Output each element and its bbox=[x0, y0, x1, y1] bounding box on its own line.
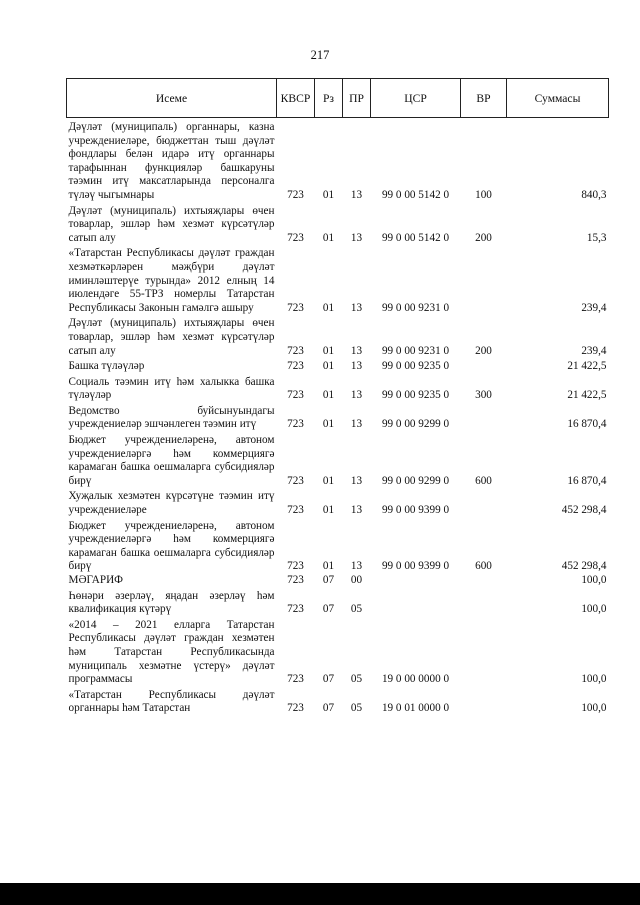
row-sum: 239,4 bbox=[581, 344, 607, 357]
table-row bbox=[67, 203, 609, 246]
row-kvsr: 723 bbox=[287, 504, 304, 517]
header-rz: Рз bbox=[315, 79, 343, 118]
row-sum: 21 422,5 bbox=[567, 360, 607, 373]
row-sum: 452 298,4 bbox=[561, 560, 607, 573]
row-name: «Татарстан Республикасы дәүләт органнары һәм Татарстан bbox=[68, 688, 275, 715]
row-rz: 07 bbox=[322, 603, 335, 616]
row-name: Хуҗалык хезмәтен күрсәтүне тәэмин итү учреждениеләре bbox=[68, 490, 275, 517]
row-kvsr: 723 bbox=[287, 360, 304, 373]
row-rz: 07 bbox=[322, 673, 335, 686]
table-row bbox=[67, 315, 609, 358]
row-name: Бюджет учреждениеләренә, автоном учреждениеләргә һәм коммерциягә карамаган башка оешмаларга субсидияләр бирү bbox=[68, 434, 275, 487]
row-vr: 200 bbox=[475, 344, 492, 357]
row-sum: 21 422,5 bbox=[567, 389, 607, 402]
row-vr: 200 bbox=[475, 231, 492, 244]
row-pr: 13 bbox=[350, 560, 363, 573]
table-row bbox=[67, 518, 609, 574]
header-sum: Суммасы bbox=[507, 79, 609, 118]
row-csr: 99 0 00 9231 0 bbox=[381, 301, 450, 314]
row-pr: 05 bbox=[350, 603, 363, 616]
table-row bbox=[67, 118, 609, 203]
row-csr: 99 0 00 9299 0 bbox=[381, 418, 450, 431]
row-sum: 15,3 bbox=[586, 231, 607, 244]
header-csr: ЦСР bbox=[371, 79, 461, 118]
row-name: Социаль тәэмин итү һәм халыкка башка түләүләр bbox=[68, 375, 275, 402]
row-rz: 01 bbox=[322, 344, 335, 357]
row-name: МӘГАРИФ bbox=[68, 574, 123, 586]
row-rz: 01 bbox=[322, 188, 335, 201]
row-kvsr: 723 bbox=[287, 389, 304, 402]
row-name: Башка түләүләр bbox=[68, 360, 145, 373]
row-pr: 13 bbox=[350, 418, 363, 431]
row-pr: 13 bbox=[350, 188, 363, 201]
table-row bbox=[67, 588, 609, 617]
row-kvsr: 723 bbox=[287, 418, 304, 431]
row-name: «Татарстан Республикасы дәүләт граждан хезмәткәрләрен мәҗбүри дәүләт иминләштерүе турында» 2012 елның 14 июлендәге 55-ТРЗ номерлы Татарстан Республикасы Законын гамәлгә ашыру bbox=[68, 247, 275, 314]
row-rz: 01 bbox=[322, 301, 335, 314]
table-header-row bbox=[67, 79, 609, 118]
row-pr: 13 bbox=[350, 360, 363, 373]
row-pr: 05 bbox=[350, 673, 363, 686]
table-row bbox=[67, 574, 609, 588]
row-csr bbox=[371, 574, 461, 588]
row-sum: 100,0 bbox=[581, 702, 607, 715]
row-pr: 13 bbox=[350, 389, 363, 402]
row-sum: 100,0 bbox=[581, 574, 607, 586]
row-vr bbox=[461, 574, 507, 588]
row-pr: 13 bbox=[350, 301, 363, 314]
row-vr bbox=[461, 245, 507, 315]
row-csr: 99 0 00 9299 0 bbox=[381, 474, 450, 487]
row-name: Һөнәри әзерләү, яңадан әзерләү һәм квалификация күтәрү bbox=[68, 589, 275, 616]
row-name: Дәүләт (муниципаль) ихтыяҗлары өчен товарлар, эшләр һәм хезмәт күрсәтүләр сатып алу bbox=[68, 204, 275, 244]
row-kvsr: 723 bbox=[287, 344, 304, 357]
row-sum: 100,0 bbox=[581, 603, 607, 616]
row-name: Дәүләт (муниципаль) органнары, казна учреждениеләре, бюджеттан тыш дәүләт фондлары белән идарә итү органнары тарафыннан функцияләр башкаруны тәэмин итү максатларында персоналга түләү чыгымнары bbox=[68, 121, 275, 201]
row-sum: 452 298,4 bbox=[561, 504, 607, 517]
row-kvsr: 723 bbox=[287, 474, 304, 487]
row-pr: 13 bbox=[350, 504, 363, 517]
budget-table bbox=[66, 78, 609, 716]
row-rz: 07 bbox=[322, 574, 335, 586]
row-vr: 600 bbox=[475, 560, 492, 573]
row-vr bbox=[461, 358, 507, 374]
row-kvsr: 723 bbox=[287, 702, 304, 715]
row-pr: 00 bbox=[350, 574, 363, 586]
header-name: Исеме bbox=[67, 79, 277, 118]
table-row bbox=[67, 358, 609, 374]
row-sum: 239,4 bbox=[581, 301, 607, 314]
row-csr: 19 0 01 0000 0 bbox=[381, 702, 450, 715]
table-row bbox=[67, 245, 609, 315]
row-vr: 100 bbox=[475, 188, 492, 201]
row-pr: 13 bbox=[350, 474, 363, 487]
row-sum: 16 870,4 bbox=[567, 474, 607, 487]
row-pr: 13 bbox=[350, 231, 363, 244]
table-row bbox=[67, 687, 609, 716]
row-name: Ведомство буйсынуындагы учреждениеләр эшчәнлеген тәэмин итү bbox=[68, 404, 275, 431]
row-name: Дәүләт (муниципаль) ихтыяҗлары өчен товарлар, эшләр һәм хезмәт күрсәтүләр сатып алу bbox=[68, 317, 275, 357]
table-row bbox=[67, 617, 609, 687]
row-vr bbox=[461, 403, 507, 432]
row-rz: 01 bbox=[322, 389, 335, 402]
row-csr: 99 0 00 9235 0 bbox=[381, 360, 450, 373]
row-csr: 19 0 00 0000 0 bbox=[381, 673, 450, 686]
scan-bottom-edge bbox=[0, 883, 640, 905]
header-vr: ВР bbox=[461, 79, 507, 118]
row-kvsr: 723 bbox=[287, 603, 304, 616]
row-kvsr: 723 bbox=[287, 560, 304, 573]
row-csr: 99 0 00 5142 0 bbox=[381, 188, 450, 201]
header-pr: ПР bbox=[343, 79, 371, 118]
row-sum: 840,3 bbox=[581, 188, 607, 201]
row-pr: 13 bbox=[350, 344, 363, 357]
row-sum: 100,0 bbox=[581, 673, 607, 686]
row-vr bbox=[461, 617, 507, 687]
row-vr bbox=[461, 488, 507, 517]
row-csr: 99 0 00 5142 0 bbox=[381, 231, 450, 244]
row-rz: 07 bbox=[322, 702, 335, 715]
row-kvsr: 723 bbox=[287, 673, 304, 686]
row-rz: 01 bbox=[322, 360, 335, 373]
header-kvsr: КВСР bbox=[277, 79, 315, 118]
table-row bbox=[67, 374, 609, 403]
row-rz: 01 bbox=[322, 418, 335, 431]
row-rz: 01 bbox=[322, 504, 335, 517]
row-rz: 01 bbox=[322, 231, 335, 244]
row-pr: 05 bbox=[350, 702, 363, 715]
table-row bbox=[67, 488, 609, 517]
row-csr: 99 0 00 9399 0 bbox=[381, 560, 450, 573]
table-row bbox=[67, 403, 609, 432]
row-name: «2014 – 2021 елларга Татарстан Республикасы дәүләт граждан хезмәтен һәм Татарстан Республикасында муниципаль хезмәтне үстерү» дәүләт программасы bbox=[68, 618, 275, 686]
row-csr: 99 0 00 9235 0 bbox=[381, 389, 450, 402]
row-csr bbox=[371, 588, 461, 617]
row-vr: 300 bbox=[475, 389, 492, 402]
row-vr bbox=[461, 588, 507, 617]
row-vr bbox=[461, 687, 507, 716]
row-csr: 99 0 00 9399 0 bbox=[381, 504, 450, 517]
row-name: Бюджет учреждениеләренә, автоном учреждениеләргә һәм коммерциягә карамаган башка оешмаларга субсидияләр бирү bbox=[68, 519, 275, 573]
row-rz: 01 bbox=[322, 560, 335, 573]
table-row bbox=[67, 432, 609, 488]
row-sum: 16 870,4 bbox=[567, 418, 607, 431]
row-kvsr: 723 bbox=[287, 301, 304, 314]
row-kvsr: 723 bbox=[287, 574, 304, 586]
row-kvsr: 723 bbox=[287, 188, 304, 201]
row-kvsr: 723 bbox=[287, 231, 304, 244]
page-number: 217 bbox=[310, 48, 330, 62]
row-csr: 99 0 00 9231 0 bbox=[381, 344, 450, 357]
row-rz: 01 bbox=[322, 474, 335, 487]
row-vr: 600 bbox=[475, 474, 492, 487]
